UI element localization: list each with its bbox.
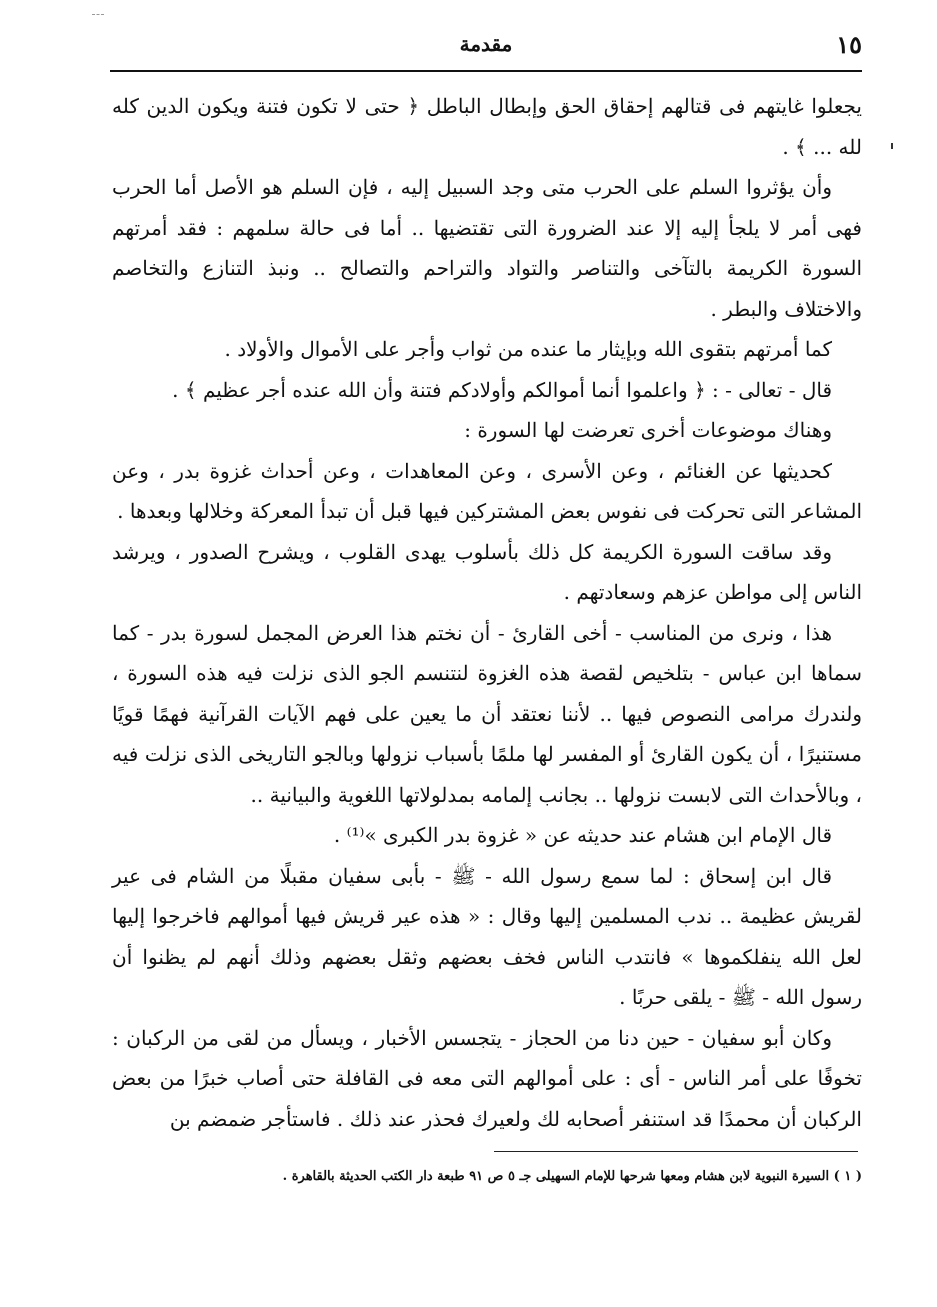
- paragraph: وهناك موضوعات أخرى تعرضت لها السورة :: [464, 418, 832, 442]
- paragraph: يجعلوا غايتهم فى قتالهم إحقاق الحق وإبطال الباطل ﴿ حتى لا تكون فتنة ويكون الدين كله لله ... ﴾ .: [112, 94, 862, 159]
- footnote: ( ١ ) السيرة النبوية لابن هشام ومعها شرحها للإمام السهيلى جـ ٥ ص ٩١ طبعة دار الكتب الحديثة بالقاهرة .: [282, 1169, 862, 1184]
- paragraph: كحديثها عن الغنائم ، وعن الأسرى ، وعن المعاهدات ، وعن أحداث غزوة بدر ، وعن المشاعر التى تحركت فى نفوس بعض المشتركين فيها قبل أن تبدأ المعركة وخلالها وبعدها .: [112, 458, 862, 523]
- footnote-divider: [494, 1151, 858, 1152]
- paragraph: هذا ، ونرى من المناسب - أخى القارئ - أن نختم هذا العرض المجمل لسورة بدر - كما سماها ابن عباس - بتلخيص لقصة هذه الغزوة لنتنسم الجو الذى نزلت فيه هذه السورة ، ولندرك مرامى النصوص فيها .. لأننا نعتقد أن ما يعين على فهم الآيات القرآنية فهمًا قويًا مستنيرًا ، أن يكون القارئ أو المفسر لها ملمًا بأسباب نزولها وبالجو التاريخى الذى نزلت فيه ، وبالأحداث التى لابست نزولها .. بجانب إلمامه بمدلولاتها اللغوية والبيانية ..: [112, 620, 863, 807]
- running-header: [110, 26, 862, 66]
- paragraph: كما أمرتهم بتقوى الله وبإيثار ما عنده من ثواب وأجر على الأموال والأولاد .: [224, 337, 832, 361]
- paragraph: قال ابن إسحاق : لما سمع رسول الله - ﷺ - بأبى سفيان مقبلًا من الشام فى عير لقريش عظيمة .. ندب المسلمين إليها وقال : « هذه عير قريش فيها أموالهم فاخرجوا إليها لعل الله ينفلكموها » فانتدب الناس فخف بعضهم وثقل بعضهم وذلك أنهم لم يظنوا أن رسول الله - ﷺ - يلقى حربًا .: [112, 863, 862, 1009]
- margin-mark: [891, 143, 893, 149]
- body-text: [112, 86, 862, 1139]
- header-divider: [110, 70, 862, 72]
- paragraph: وكان أبو سفيان - حين دنا من الحجاز - يتجسس الأخبار ، ويسأل من لقى من الركبان : تخوفًا على أمر الناس - أى : على أموالهم التى معه فى القافلة حتى أصاب خبرًا من بعض الركبان أن محمدًا قد استنفر أصحابه لك ولعيرك فحذر عند ذلك . فاستأجر ضمضم بن: [112, 1025, 862, 1131]
- paragraph: وقد ساقت السورة الكريمة كل ذلك بأسلوب يهدى القلوب ، ويشرح الصدور ، ويرشد الناس إلى مواطن عزهم وسعادتهم .: [112, 539, 862, 604]
- section-title: مقدمة: [459, 32, 513, 56]
- scan-artifact: [92, 14, 104, 27]
- paragraph: قال الإمام ابن هشام عند حديثه عن « غزوة بدر الكبرى »⁽¹⁾ .: [333, 823, 832, 847]
- page-number: ١٥: [836, 30, 862, 59]
- paragraph: قال - تعالى - : ﴿ واعلموا أنما أموالكم وأولادكم فتنة وأن الله عنده أجر عظيم ﴾ .: [172, 377, 832, 402]
- paragraph: وأن يؤثروا السلم على الحرب متى وجد السبيل إليه ، فإن السلم هو الأصل أما الحرب فهى أمر لا يلجأ إليه إلا عند الضرورة التى تقتضيها .. أما فى حالة سلمهم : فقد أمرتهم السورة الكريمة بالتآخى والتناصر والتواد والتراحم والتصالح .. ونبذ التنازع والتخاصم والاختلاف والبطر .: [112, 175, 862, 321]
